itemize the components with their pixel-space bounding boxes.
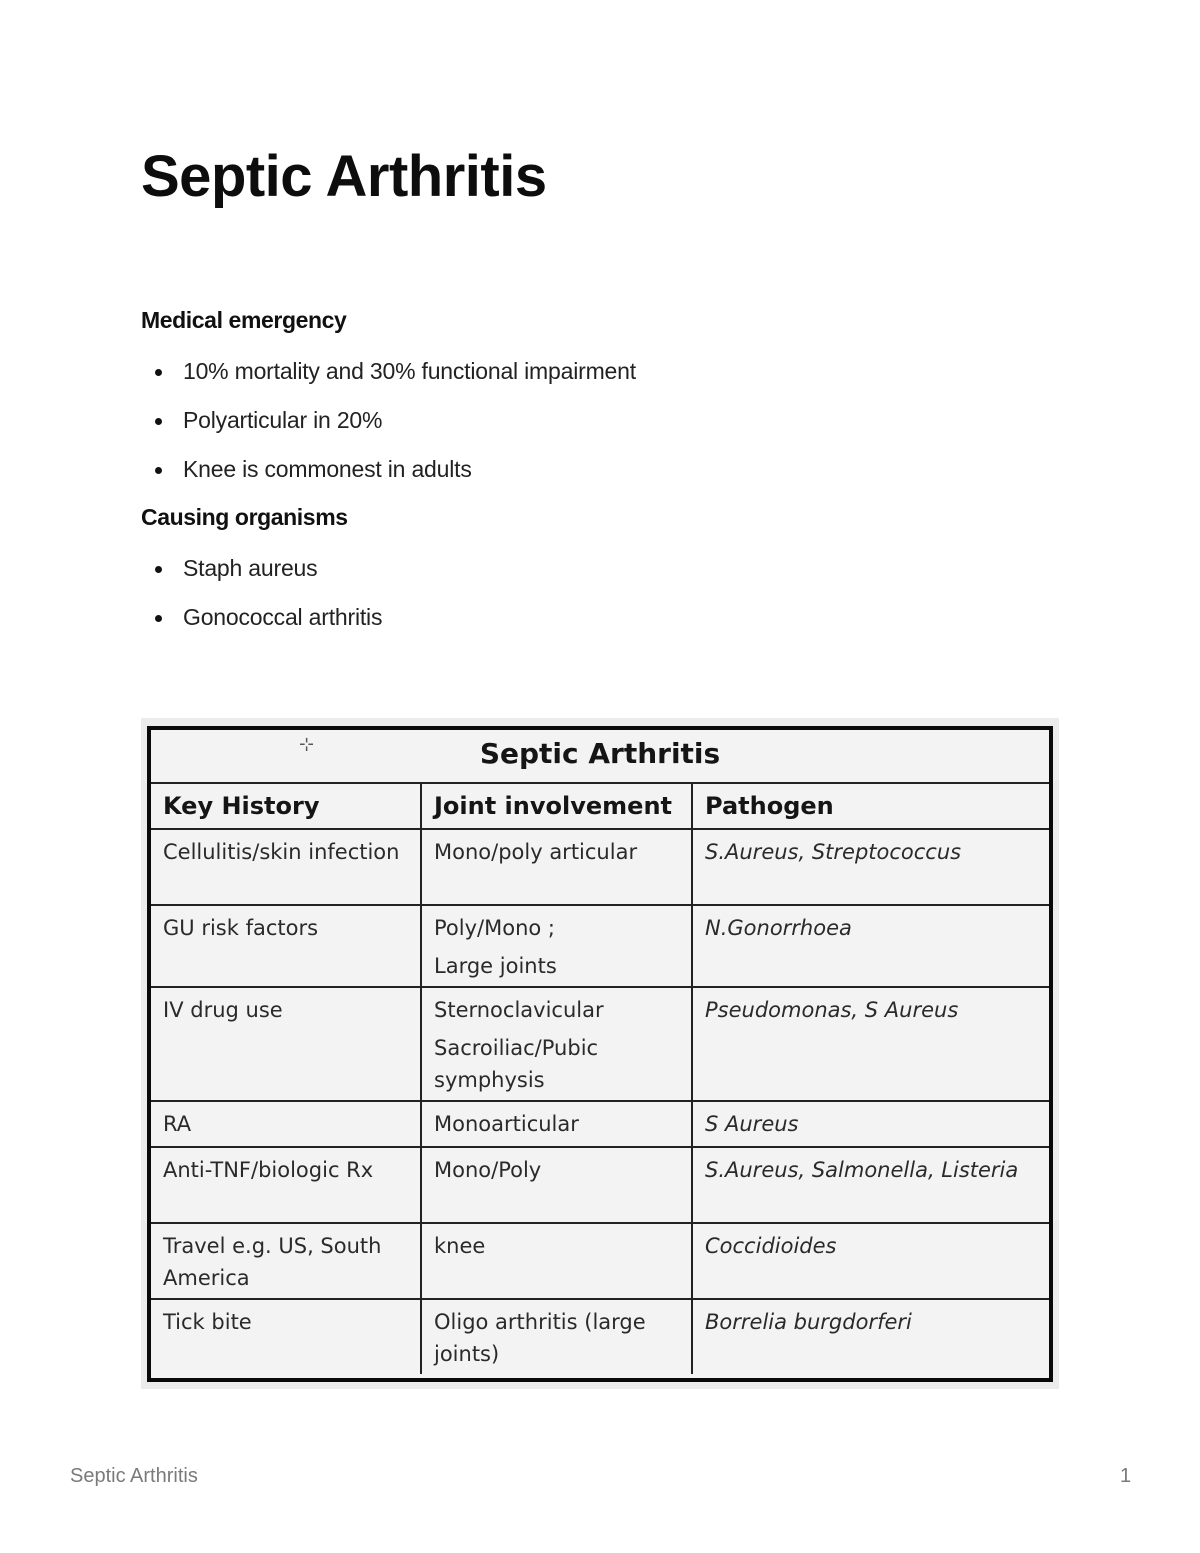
bullet-list-causing-organisms [141, 554, 382, 652]
footer-document-title: Septic Arthritis [70, 1465, 198, 1487]
list-item: Gonococcal arthritis [141, 603, 382, 652]
cell-joint-involvement [421, 1223, 692, 1299]
column-header-joint-involvement: Joint involvement [421, 783, 692, 829]
table-title [151, 730, 1049, 783]
cell-joint-involvement [421, 905, 692, 987]
cell-line: Mono/Poly [434, 1158, 542, 1182]
list-item: 10% mortality and 30% functional impairment [141, 357, 636, 406]
summary-table-container [147, 726, 1053, 1382]
list-item: Knee is commonest in adults [141, 455, 636, 504]
cell-joint-involvement [421, 1147, 692, 1223]
table-row [151, 905, 1049, 987]
cell-key-history: Cellulitis/skin infection [151, 829, 421, 905]
cell-pathogen: N.Gonorrhoea [692, 905, 1049, 987]
cell-pathogen: Borrelia burgdorferi [692, 1299, 1049, 1374]
cell-line: Monoarticular [434, 1112, 579, 1136]
column-header-pathogen: Pathogen [692, 783, 1049, 829]
cell-key-history: Travel e.g. US, South America [151, 1223, 421, 1299]
list-item: Polyarticular in 20% [141, 406, 636, 455]
cell-line: Sternoclavicular [434, 998, 604, 1022]
section-heading-medical-emergency: Medical emergency [141, 307, 347, 333]
table-row [151, 829, 1049, 905]
table-row [151, 1223, 1049, 1299]
cell-joint-involvement [421, 987, 692, 1101]
footer-page-number: 1 [1120, 1465, 1132, 1487]
move-cursor-icon[interactable]: ⊹ [299, 734, 315, 755]
column-header-key-history: Key History [151, 783, 421, 829]
page-title: Septic Arthritis [141, 144, 547, 209]
cell-line: knee [434, 1234, 486, 1258]
table-row [151, 1299, 1049, 1374]
cell-pathogen: S.Aureus, Salmonella, Listeria [692, 1147, 1049, 1223]
section-heading-causing-organisms: Causing organisms [141, 504, 348, 530]
cell-line: Large joints [434, 954, 557, 978]
cell-line: Poly/Mono ; [434, 916, 555, 940]
cell-key-history: Anti-TNF/biologic Rx [151, 1147, 421, 1223]
cell-key-history: GU risk factors [151, 905, 421, 987]
table-header-row [151, 783, 1049, 829]
cell-pathogen: S Aureus [692, 1101, 1049, 1147]
cell-joint-involvement [421, 1101, 692, 1147]
cell-line: Oligo arthritis (large joints) [434, 1310, 646, 1366]
cell-joint-involvement [421, 1299, 692, 1374]
cell-pathogen: Pseudomonas, S Aureus [692, 987, 1049, 1101]
cell-key-history: RA [151, 1101, 421, 1147]
cell-pathogen: S.Aureus, Streptococcus [692, 829, 1049, 905]
cell-joint-involvement [421, 829, 692, 905]
table-row [151, 987, 1049, 1101]
summary-table [151, 730, 1049, 1374]
table-title-row [151, 730, 1049, 783]
cell-pathogen: Coccidioides [692, 1223, 1049, 1299]
list-item: Staph aureus [141, 554, 382, 603]
bullet-list-medical-emergency [141, 357, 636, 504]
cell-key-history: IV drug use [151, 987, 421, 1101]
table-title-text: Septic Arthritis [479, 737, 721, 770]
cell-key-history: Tick bite [151, 1299, 421, 1374]
cell-line: Mono/poly articular [434, 840, 638, 864]
table-row [151, 1147, 1049, 1223]
table-row [151, 1101, 1049, 1147]
cell-line: Sacroiliac/Pubic symphysis [434, 1036, 599, 1092]
table-image-frame [141, 718, 1059, 1389]
